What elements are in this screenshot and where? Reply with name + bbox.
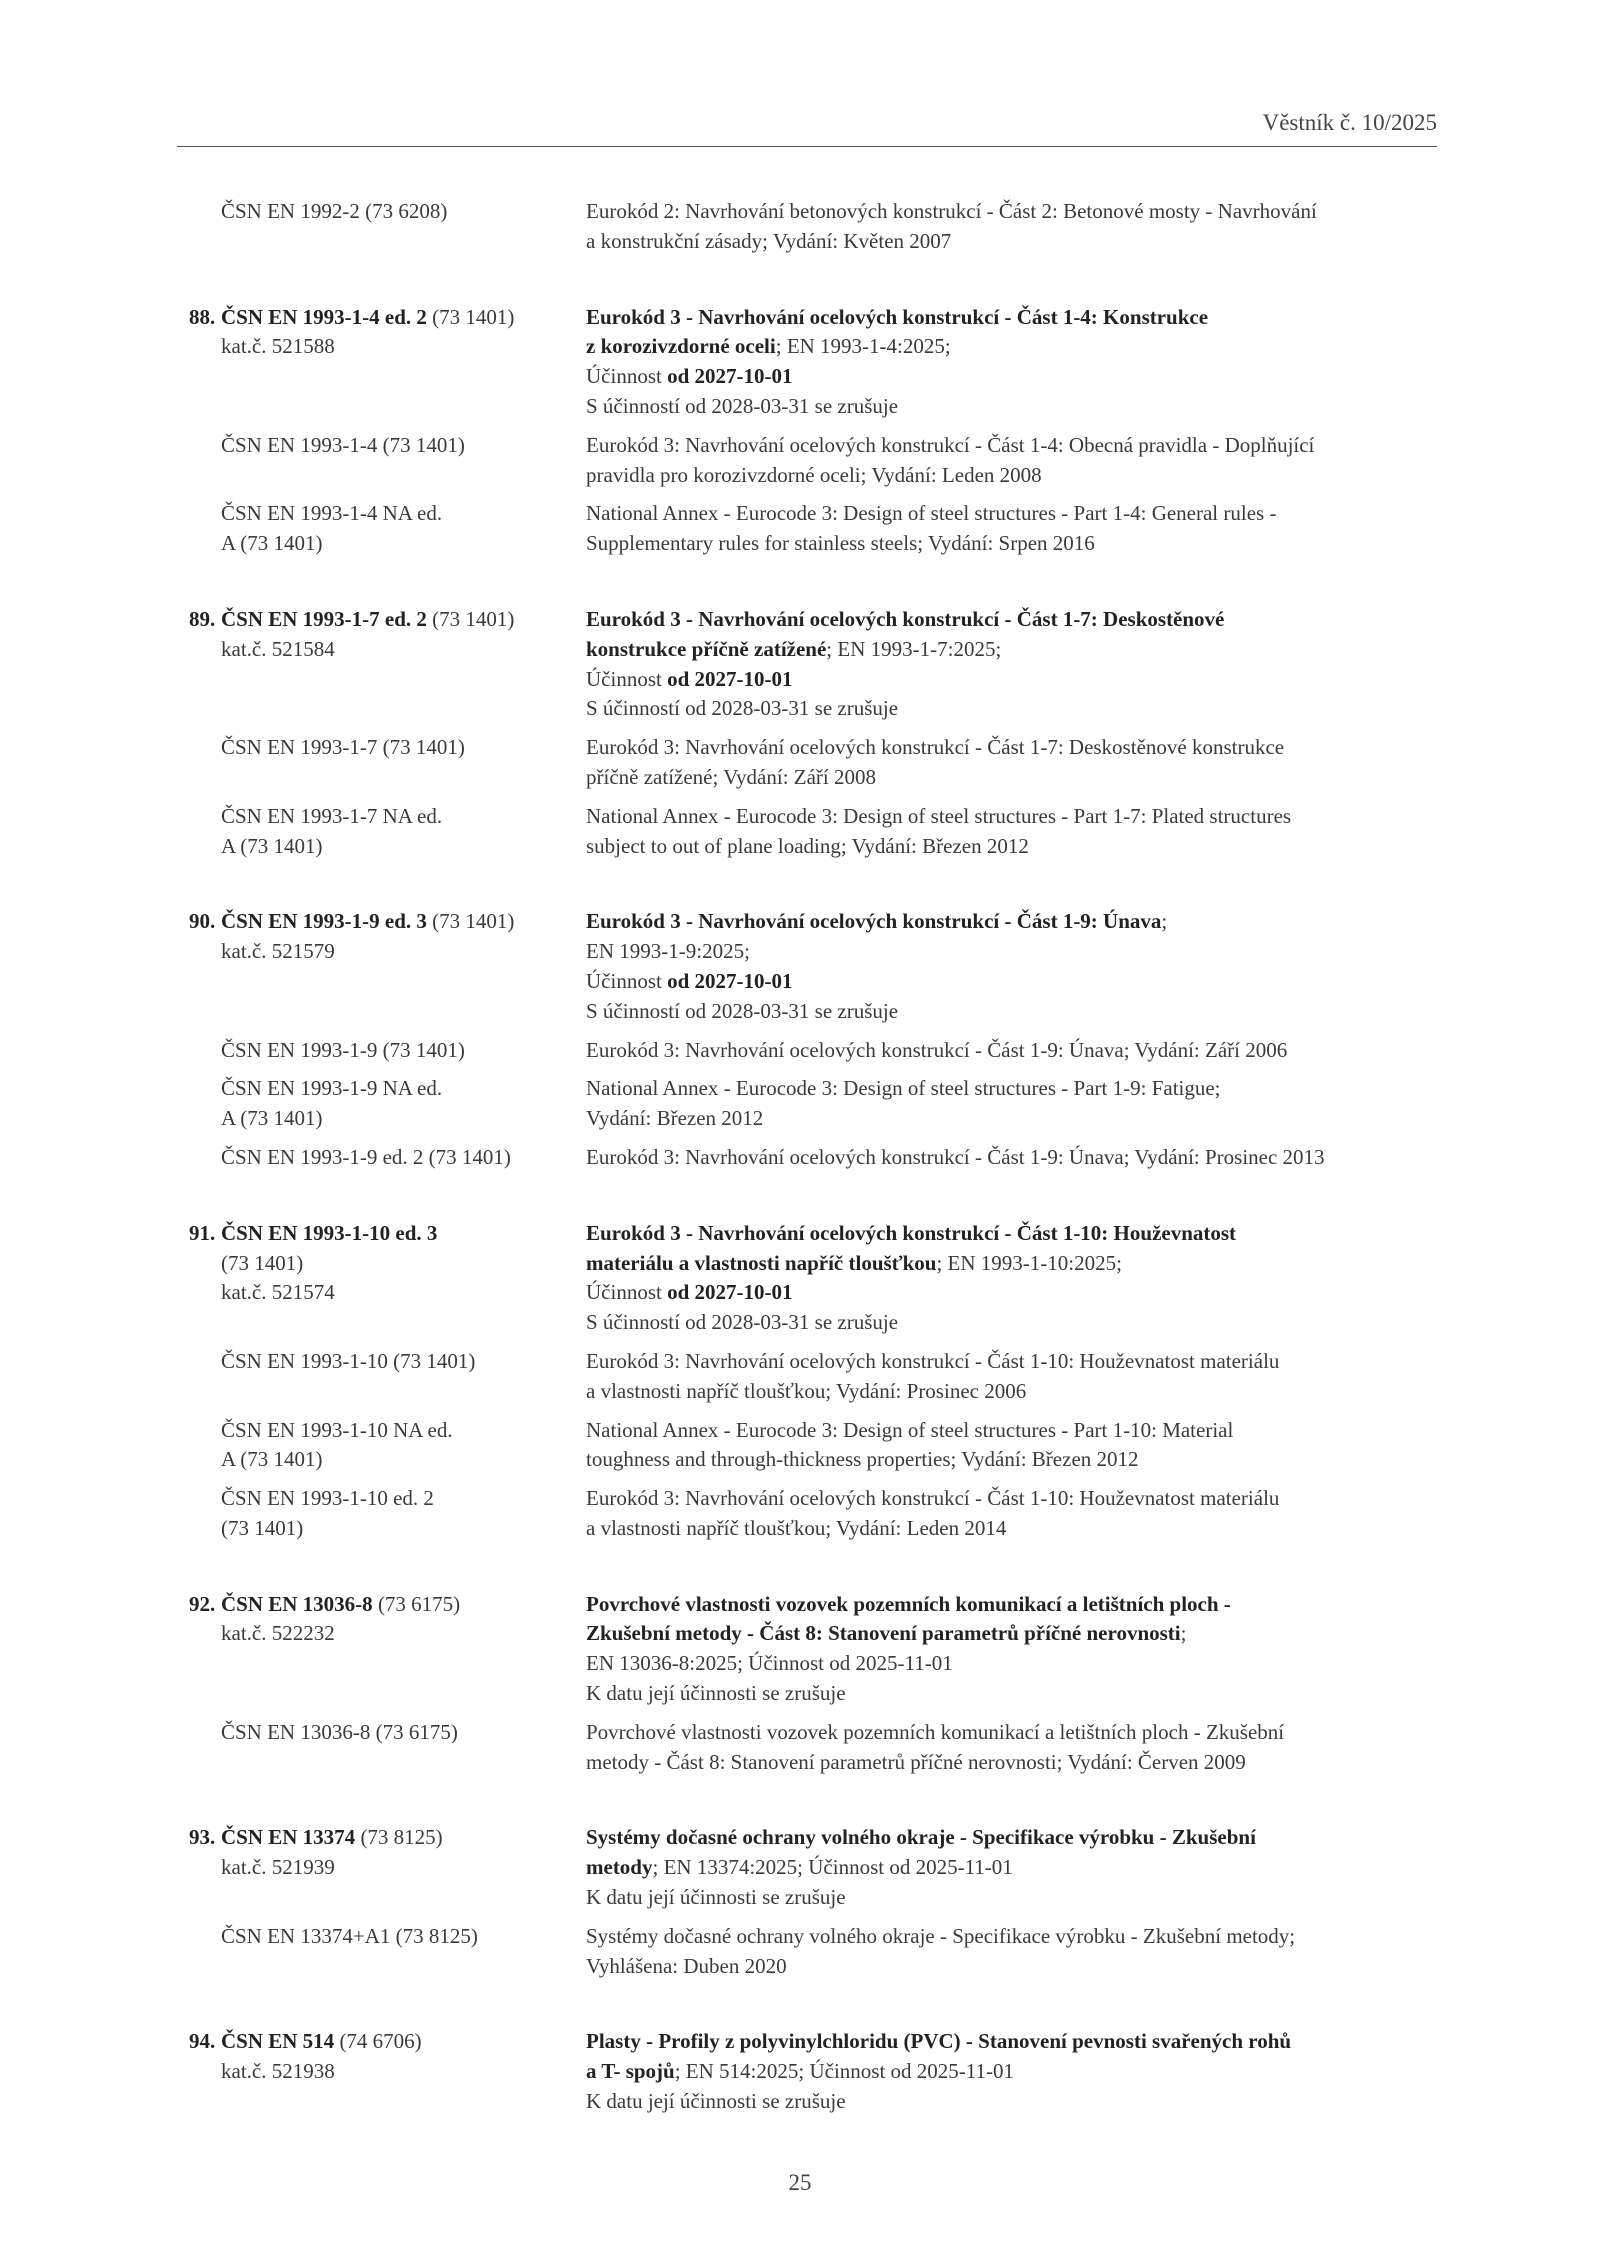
page-number: 25 — [788, 2170, 812, 2195]
standard-title — [586, 1074, 1449, 1134]
standard-title — [586, 1922, 1449, 1982]
left-line — [221, 1445, 586, 1475]
text-segment: (73 1401) — [221, 1515, 304, 1540]
right-line — [586, 499, 1449, 529]
standard-designation — [189, 1484, 586, 1544]
text-segment: ČSN EN 13374+A1 (73 8125) — [221, 1923, 478, 1948]
replaced-standard-row — [189, 1416, 1449, 1476]
text-segment: Eurokód 2: Navrhování betonových konstrukcí - Část 2: Betonové mosty - Navrhování — [586, 199, 1317, 223]
right-line — [586, 967, 1449, 997]
left-line — [221, 1104, 586, 1134]
text-segment: ; — [1161, 909, 1168, 934]
left-line — [221, 937, 586, 967]
standards-list — [189, 197, 1449, 2117]
standard-title — [586, 1718, 1449, 1778]
right-line — [586, 907, 1449, 937]
text-segment: ČSN EN 1993-1-9 NA ed. — [221, 1076, 443, 1101]
right-line — [586, 1853, 1449, 1883]
left-line — [221, 2057, 586, 2087]
replaced-standard-row — [189, 1074, 1449, 1134]
text-segment: Eurokód 3: Navrhování ocelových konstrukcí - Část 1-9: Únava; Vydání: Září 2006 — [586, 1037, 1288, 1062]
standard-designation — [189, 1074, 586, 1134]
standard-title — [586, 733, 1449, 793]
standard-title — [586, 431, 1449, 491]
text-segment: ČSN EN 1993-1-4 NA ed. — [221, 501, 443, 526]
text-segment: kat.č. 521579 — [221, 939, 335, 964]
standard-designation — [189, 1823, 586, 1912]
standard-designation — [189, 197, 586, 257]
text-segment: National Annex - Eurocode 3: Design of steel structures - Part 1-9: Fatigue; — [586, 1076, 1221, 1101]
text-segment: konstrukce příčně zatížené — [586, 636, 827, 661]
standard-designation — [189, 802, 586, 862]
text-segment: a vlastnosti napříč tloušťkou; Vydání: Leden 2014 — [586, 1515, 1007, 1540]
left-line — [221, 605, 586, 635]
text-segment: (74 6706) — [334, 2029, 422, 2054]
standard-title — [586, 197, 1449, 257]
entry-main-row — [189, 1219, 1449, 1338]
text-segment: kat.č. 522232 — [221, 1621, 335, 1646]
right-line — [586, 997, 1449, 1027]
right-line — [586, 1308, 1449, 1338]
standard-entry — [189, 605, 1449, 861]
text-segment: ČSN EN 1993-1-7 NA ed. — [221, 803, 443, 828]
replaced-standard-row — [189, 499, 1449, 559]
standard-title — [586, 1143, 1449, 1173]
standard-designation — [189, 499, 586, 559]
left-line — [221, 1143, 586, 1173]
text-segment: Eurokód 3 - Navrhování ocelových konstrukcí - Část 1-4: Konstrukce — [586, 304, 1209, 329]
standard-designation — [189, 1718, 586, 1778]
standard-title — [586, 303, 1449, 422]
replaced-standard-row — [189, 733, 1449, 793]
right-line — [586, 1718, 1449, 1748]
text-segment: ČSN EN 1993-1-4 ed. 2 — [221, 304, 427, 329]
text-segment: Účinnost — [586, 666, 668, 691]
text-segment: (73 1401) — [426, 304, 515, 329]
text-segment: ČSN EN 13036-8 (73 6175) — [221, 1719, 458, 1744]
standard-entry — [189, 1590, 1449, 1778]
standard-designation — [189, 605, 586, 724]
replaced-standard-row — [189, 1484, 1449, 1544]
standard-entry — [189, 2027, 1449, 2116]
right-line — [586, 1347, 1449, 1377]
left-line — [221, 1853, 586, 1883]
left-line — [221, 1619, 586, 1649]
left-line — [221, 1823, 586, 1853]
right-line — [586, 605, 1449, 635]
right-line — [586, 1883, 1449, 1913]
standard-designation — [189, 2027, 586, 2116]
standard-designation — [189, 1143, 586, 1173]
text-segment: a vlastnosti napříč tloušťkou; Vydání: Prosinec 2006 — [586, 1378, 1027, 1403]
text-segment: pravidla pro korozivzdorné oceli; Vydání: Leden 2008 — [586, 462, 1042, 487]
left-line — [221, 1347, 586, 1377]
left-line — [221, 529, 586, 559]
standard-entry — [189, 303, 1449, 559]
right-line — [586, 1278, 1449, 1308]
text-segment: ČSN EN 13036-8 — [221, 1591, 373, 1616]
left-line — [221, 2027, 586, 2057]
standard-entry — [189, 1219, 1449, 1544]
entry-main-row — [189, 907, 1449, 1026]
right-line — [586, 665, 1449, 695]
left-line — [221, 197, 586, 227]
replaced-standard-row — [189, 1922, 1449, 1982]
text-segment: S účinností od 2028-03-31 se zrušuje — [586, 696, 899, 721]
replaced-standard-row — [189, 1036, 1449, 1066]
right-line — [586, 1619, 1449, 1649]
right-line — [586, 2057, 1449, 2087]
entry-main-row — [189, 303, 1449, 422]
standard-designation — [189, 1590, 586, 1709]
text-segment: A (73 1401) — [221, 833, 323, 858]
text-segment: a T- spojů — [586, 2059, 675, 2084]
text-segment: Povrchové vlastnosti vozovek pozemních komunikací a letištních ploch - — [586, 1591, 1231, 1616]
text-segment: ČSN EN 1992-2 (73 6208) — [221, 199, 448, 223]
standard-designation — [189, 1219, 586, 1338]
text-segment: Plasty - Profily z polyvinylchloridu (PVC) - Stanovení pevnosti svařených rohů — [586, 2029, 1292, 2054]
right-line — [586, 1143, 1449, 1173]
text-segment: ; EN 514:2025; Účinnost od 2025-11-01 — [674, 2059, 1014, 2084]
text-segment: ČSN EN 13374 — [221, 1825, 356, 1850]
standard-title — [586, 1416, 1449, 1476]
left-line — [221, 1922, 586, 1952]
text-segment: EN 13036-8:2025; Účinnost od 2025-11-01 — [586, 1651, 953, 1676]
text-segment: Systémy dočasné ochrany volného okraje - Specifikace výrobku - Zkušební — [586, 1825, 1256, 1850]
replaced-standard-row — [189, 431, 1449, 491]
text-segment: Účinnost — [586, 1280, 668, 1305]
right-line — [586, 1649, 1449, 1679]
text-segment: ; EN 1993-1-4:2025; — [775, 334, 951, 359]
right-line — [586, 1922, 1449, 1952]
right-line — [586, 1416, 1449, 1446]
left-line — [221, 733, 586, 763]
text-segment: ; — [1180, 1621, 1187, 1646]
text-segment: ; EN 1993-1-7:2025; — [826, 636, 1002, 661]
right-line — [586, 802, 1449, 832]
text-segment: ČSN EN 1993-1-10 NA ed. — [221, 1417, 453, 1442]
text-segment: National Annex - Eurocode 3: Design of steel structures - Part 1-10: Material — [586, 1417, 1234, 1442]
text-segment: EN 1993-1-9:2025; — [586, 939, 750, 964]
text-segment: ČSN EN 1993-1-9 (73 1401) — [221, 1037, 465, 1062]
text-segment: Eurokód 3: Navrhování ocelových konstrukcí - Část 1-7: Deskostěnové konstrukce — [586, 735, 1285, 760]
left-line — [221, 1249, 586, 1279]
entry-number: 88. — [189, 304, 216, 329]
right-line — [586, 362, 1449, 392]
entry-main-row — [189, 1823, 1449, 1912]
text-segment: (73 1401) — [426, 606, 515, 631]
entry-number: 90. — [189, 909, 216, 934]
standard-designation — [189, 303, 586, 422]
standard-title — [586, 1484, 1449, 1544]
text-segment: A (73 1401) — [221, 531, 323, 556]
text-segment: ČSN EN 1993-1-7 ed. 2 — [221, 606, 427, 631]
left-line — [221, 1484, 586, 1514]
text-segment: (73 6175) — [372, 1591, 461, 1616]
entry-main-row — [189, 197, 1449, 257]
standard-title — [586, 1590, 1449, 1709]
standard-designation — [189, 1347, 586, 1407]
entry-main-row — [189, 2027, 1449, 2116]
entry-main-row — [189, 1590, 1449, 1709]
text-segment: Supplementary rules for stainless steels; Vydání: Srpen 2016 — [586, 531, 1095, 556]
right-line — [586, 332, 1449, 362]
left-line — [221, 1718, 586, 1748]
text-segment: ČSN EN 514 — [221, 2029, 335, 2054]
right-line — [586, 2087, 1449, 2117]
right-line — [586, 197, 1449, 227]
text-segment: od 2027-10-01 — [667, 364, 793, 389]
text-segment: K datu její účinnosti se zrušuje — [586, 1681, 846, 1706]
text-segment: kat.č. 521588 — [221, 334, 335, 359]
left-line — [221, 332, 586, 362]
standard-designation — [189, 907, 586, 1026]
text-segment: S účinností od 2028-03-31 se zrušuje — [586, 998, 899, 1023]
right-line — [586, 392, 1449, 422]
text-segment: a konstrukční zásady; Vydání: Květen 2007 — [586, 228, 952, 253]
standard-title — [586, 907, 1449, 1026]
text-segment: (73 1401) — [426, 909, 515, 934]
replaced-standard-row — [189, 1718, 1449, 1778]
left-line — [221, 832, 586, 862]
left-line — [221, 1590, 586, 1620]
left-line — [221, 1278, 586, 1308]
text-segment: Povrchové vlastnosti vozovek pozemních komunikací a letištních ploch - Zkušební — [586, 1719, 1285, 1744]
text-segment: metody — [586, 1855, 653, 1880]
text-segment: ČSN EN 1993-1-4 (73 1401) — [221, 432, 465, 457]
entry-number: 92. — [189, 1591, 216, 1616]
text-segment: ; EN 1993-1-10:2025; — [936, 1250, 1122, 1275]
right-line — [586, 431, 1449, 461]
standard-title — [586, 499, 1449, 559]
standard-title — [586, 1347, 1449, 1407]
left-line — [221, 635, 586, 665]
text-segment: kat.č. 521584 — [221, 636, 335, 661]
text-segment: ČSN EN 1993-1-7 (73 1401) — [221, 735, 465, 760]
replaced-standard-row — [189, 1347, 1449, 1407]
text-segment: Vydání: Březen 2012 — [586, 1106, 764, 1131]
text-segment: Účinnost — [586, 968, 668, 993]
right-line — [586, 1104, 1449, 1134]
right-line — [586, 1445, 1449, 1475]
text-segment: National Annex - Eurocode 3: Design of steel structures - Part 1-4: General rules - — [586, 501, 1277, 526]
right-line — [586, 461, 1449, 491]
text-segment: S účinností od 2028-03-31 se zrušuje — [586, 393, 899, 418]
left-line — [221, 431, 586, 461]
standard-title — [586, 605, 1449, 724]
text-segment: kat.č. 521574 — [221, 1280, 335, 1305]
text-segment: ČSN EN 1993-1-10 (73 1401) — [221, 1348, 476, 1373]
text-segment: Eurokód 3: Navrhování ocelových konstrukcí - Část 1-10: Houževnatost materiálu — [586, 1348, 1280, 1373]
left-line — [221, 303, 586, 333]
standard-title — [586, 1219, 1449, 1338]
text-segment: ; EN 13374:2025; Účinnost od 2025-11-01 — [652, 1855, 1013, 1880]
right-line — [586, 1036, 1449, 1066]
text-segment: National Annex - Eurocode 3: Design of steel structures - Part 1-7: Plated structures — [586, 803, 1292, 828]
right-line — [586, 1679, 1449, 1709]
text-segment: z korozivzdorné oceli — [586, 334, 776, 359]
text-segment: A (73 1401) — [221, 1447, 323, 1472]
right-line — [586, 1074, 1449, 1104]
text-segment: materiálu a vlastnosti napříč tloušťkou — [586, 1250, 937, 1275]
right-line — [586, 1748, 1449, 1778]
text-segment: Eurokód 3: Navrhování ocelových konstrukcí - Část 1-9: Únava; Vydání: Prosinec 2013 — [586, 1144, 1325, 1169]
text-segment: od 2027-10-01 — [667, 968, 793, 993]
right-line — [586, 635, 1449, 665]
text-segment: toughness and through-thickness properties; Vydání: Březen 2012 — [586, 1447, 1139, 1472]
text-segment: kat.č. 521938 — [221, 2059, 335, 2084]
standard-designation — [189, 1416, 586, 1476]
right-line — [586, 1249, 1449, 1279]
right-line — [586, 1590, 1449, 1620]
standard-designation — [189, 733, 586, 793]
text-segment: kat.č. 521939 — [221, 1855, 335, 1880]
entry-number: 91. — [189, 1220, 216, 1245]
left-line — [221, 1074, 586, 1104]
right-line — [586, 227, 1449, 257]
text-segment: S účinností od 2028-03-31 se zrušuje — [586, 1310, 899, 1335]
text-segment: Eurokód 3 - Navrhování ocelových konstrukcí - Část 1-7: Deskostěnové — [586, 606, 1225, 631]
text-segment: ČSN EN 1993-1-10 ed. 3 — [221, 1220, 438, 1245]
entry-main-row — [189, 605, 1449, 724]
text-segment: od 2027-10-01 — [667, 666, 793, 691]
replaced-standard-row — [189, 1143, 1449, 1173]
entry-number: 89. — [189, 606, 216, 631]
text-segment: Zkušební metody - Část 8: Stanovení parametrů příčné nerovnosti — [586, 1621, 1181, 1646]
left-line — [221, 499, 586, 529]
left-line — [221, 1416, 586, 1446]
text-segment: subject to out of plane loading; Vydání: Březen 2012 — [586, 833, 1029, 858]
standard-designation — [189, 1036, 586, 1066]
left-line — [221, 802, 586, 832]
right-line — [586, 1484, 1449, 1514]
right-line — [586, 1219, 1449, 1249]
right-line — [586, 1377, 1449, 1407]
standard-designation — [189, 431, 586, 491]
left-line — [221, 1036, 586, 1066]
text-segment: Eurokód 3 - Navrhování ocelových konstrukcí - Část 1-9: Únava — [586, 909, 1162, 934]
left-line — [221, 907, 586, 937]
right-line — [586, 763, 1449, 793]
right-line — [586, 303, 1449, 333]
text-segment: ČSN EN 1993-1-9 ed. 3 — [221, 909, 427, 934]
entry-number: 94. — [189, 2029, 216, 2054]
text-segment: Eurokód 3: Navrhování ocelových konstrukcí - Část 1-10: Houževnatost materiálu — [586, 1486, 1280, 1511]
standard-entry — [189, 907, 1449, 1172]
text-segment: Systémy dočasné ochrany volného okraje - Specifikace výrobku - Zkušební metody; — [586, 1923, 1296, 1948]
entry-number: 93. — [189, 1825, 216, 1850]
running-header: Věstník č. 10/2025 — [1262, 110, 1437, 135]
text-segment: (73 8125) — [355, 1825, 443, 1850]
left-line — [221, 1219, 586, 1249]
text-segment: Eurokód 3 - Navrhování ocelových konstrukcí - Část 1-10: Houževnatost — [586, 1220, 1237, 1245]
text-segment: od 2027-10-01 — [667, 1280, 793, 1305]
replaced-standard-row — [189, 802, 1449, 862]
right-line — [586, 2027, 1449, 2057]
right-line — [586, 832, 1449, 862]
standard-entry — [189, 1823, 1449, 1981]
standard-entry — [189, 197, 1449, 257]
right-line — [586, 529, 1449, 559]
header-rule — [177, 146, 1437, 147]
standard-title — [586, 1036, 1449, 1066]
standard-title — [586, 1823, 1449, 1912]
text-segment: (73 1401) — [221, 1250, 304, 1275]
text-segment: Vyhlášena: Duben 2020 — [586, 1953, 787, 1978]
right-line — [586, 937, 1449, 967]
right-line — [586, 1514, 1449, 1544]
standard-title — [586, 2027, 1449, 2116]
left-line — [221, 1514, 586, 1544]
right-line — [586, 733, 1449, 763]
text-segment: metody - Část 8: Stanovení parametrů příčné nerovnosti; Vydání: Červen 2009 — [586, 1749, 1246, 1774]
text-segment: K datu její účinnosti se zrušuje — [586, 2089, 846, 2114]
text-segment: A (73 1401) — [221, 1106, 323, 1131]
text-segment: K datu její účinnosti se zrušuje — [586, 1885, 846, 1910]
text-segment: Účinnost — [586, 364, 668, 389]
text-segment: ČSN EN 1993-1-9 ed. 2 (73 1401) — [221, 1144, 511, 1169]
text-segment: příčně zatížené; Vydání: Září 2008 — [586, 764, 877, 789]
right-line — [586, 1823, 1449, 1853]
right-line — [586, 694, 1449, 724]
right-line — [586, 1952, 1449, 1982]
text-segment: ČSN EN 1993-1-10 ed. 2 — [221, 1486, 434, 1511]
text-segment: Eurokód 3: Navrhování ocelových konstrukcí - Část 1-4: Obecná pravidla - Doplňující — [586, 432, 1315, 457]
standard-designation — [189, 1922, 586, 1982]
standard-title — [586, 802, 1449, 862]
